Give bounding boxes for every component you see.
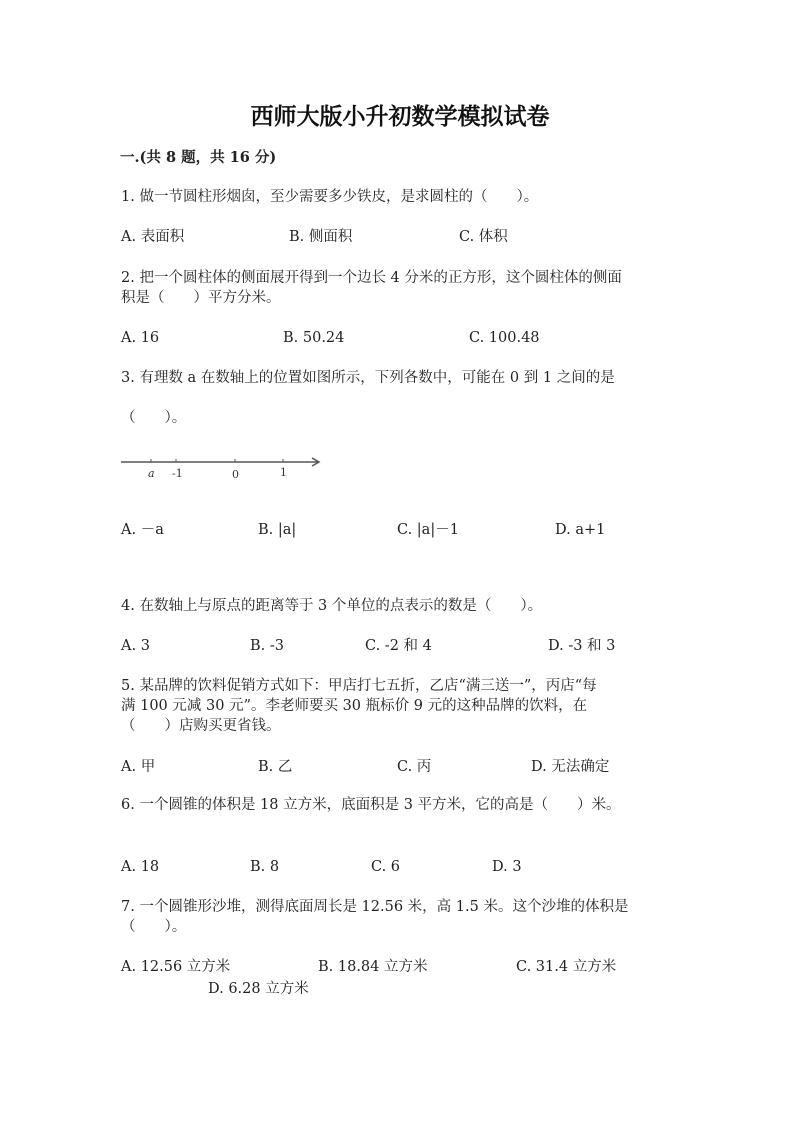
q4-option-c: C. -2 和 4: [365, 638, 432, 654]
q5-option-b: B. 乙: [258, 759, 293, 775]
q3-option-b: B. |a|: [258, 522, 297, 538]
q2-option-c: C. 100.48: [469, 330, 540, 346]
q5-option-a: A. 甲: [121, 759, 156, 775]
question-5-text-cont: 满 100 元减 30 元”。李老师要买 30 瓶标价 9 元的这种品牌的饮料，在: [121, 698, 588, 714]
q6-option-d: D. 3: [492, 859, 522, 875]
q6-option-a: A. 18: [121, 859, 160, 875]
label-0: 0: [232, 468, 239, 481]
q7-option-a: A. 12.56 立方米: [121, 959, 231, 975]
question-5-text: 5. 某品牌的饮料促销方式如下：甲店打七五折，乙店“满三送一”，丙店“每: [121, 678, 597, 694]
question-2-text: 2. 把一个圆柱体的侧面展开得到一个边长 4 分米的正方形，这个圆柱体的侧面: [121, 270, 622, 286]
q2-option-a: A. 16: [121, 330, 160, 346]
q6-option-c: C. 6: [371, 859, 401, 875]
question-3-text-cont: （ ）。: [121, 410, 187, 426]
label-1: 1: [280, 466, 287, 479]
q3-option-a: A. －a: [121, 522, 164, 538]
q2-option-b: B. 50.24: [283, 330, 345, 346]
q3-option-c: C. |a|－1: [397, 522, 459, 538]
q7-option-d: D. 6.28 立方米: [208, 981, 309, 997]
q3-option-d: D. a+1: [555, 522, 606, 538]
q7-option-c: C. 31.4 立方米: [516, 959, 617, 975]
question-4-text: 4. 在数轴上与原点的距离等于 3 个单位的点表示的数是（ ）。: [121, 598, 543, 614]
q1-option-a: A. 表面积: [121, 229, 185, 245]
q1-option-b: B. 侧面积: [289, 229, 353, 245]
number-line-figure: [118, 452, 328, 482]
question-7-text-cont: （ ）。: [121, 919, 187, 935]
question-6-text: 6. 一个圆锥的体积是 18 立方米，底面积是 3 平方米，它的高是（ ）米。: [121, 797, 621, 813]
question-3-text: 3. 有理数 a 在数轴上的位置如图所示，下列各数中，可能在 0 到 1 之间的是: [121, 370, 615, 386]
question-2-text-cont: 积是（ ）平方分米。: [121, 290, 281, 306]
question-7-text: 7. 一个圆锥形沙堆，测得底面周长是 12.56 米，高 1.5 米。这个沙堆的体积是: [121, 899, 629, 915]
page-title: 西师大版小升初数学模拟试卷: [250, 103, 550, 130]
q5-option-c: C. 丙: [397, 759, 432, 775]
label-a: a: [148, 467, 155, 480]
label-neg1: -1: [172, 467, 183, 480]
q1-option-c: C. 体积: [459, 229, 508, 245]
q4-option-d: D. -3 和 3: [548, 638, 616, 654]
question-5-text-cont2: （ ）店购买更省钱。: [121, 718, 281, 734]
q7-option-b: B. 18.84 立方米: [318, 959, 428, 975]
q4-option-a: A. 3: [121, 638, 150, 654]
section-header: 一.(共 8 题，共 16 分): [120, 149, 277, 166]
q6-option-b: B. 8: [250, 859, 280, 875]
q5-option-d: D. 无法确定: [531, 759, 610, 775]
q4-option-b: B. -3: [250, 638, 284, 654]
question-1-text: 1. 做一节圆柱形烟囱，至少需要多少铁皮，是求圆柱的（ ）。: [121, 189, 539, 205]
